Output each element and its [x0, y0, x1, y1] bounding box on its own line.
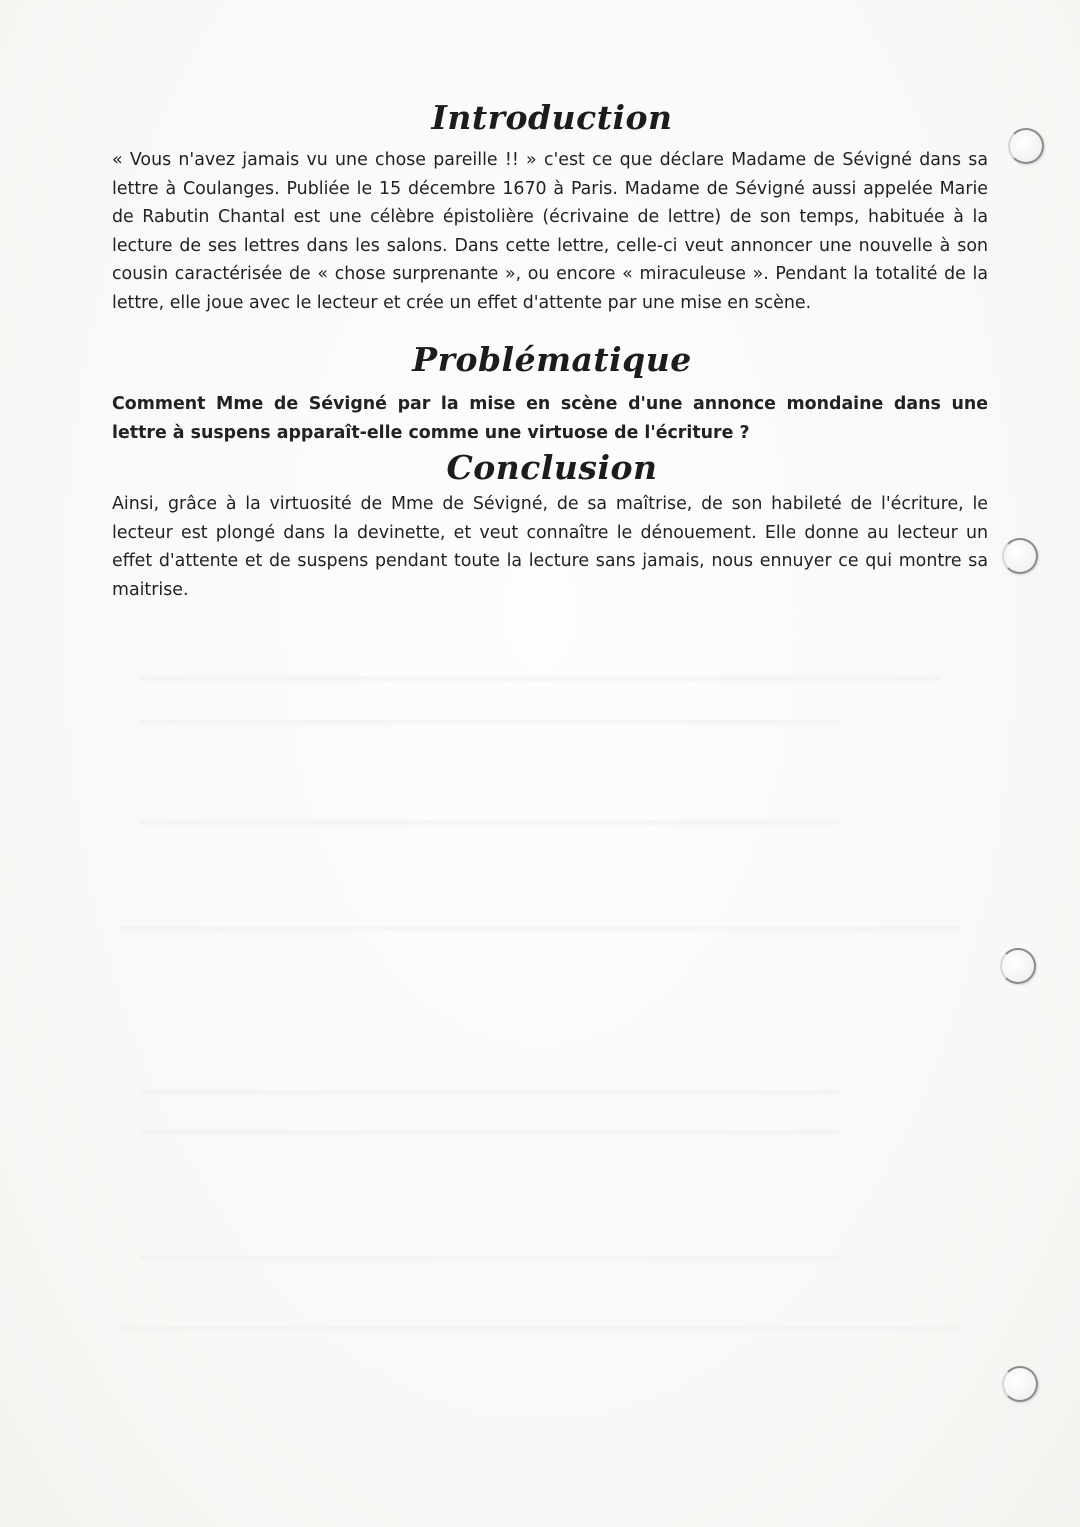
problematique-paragraph: Comment Mme de Sévigné par la mise en scène d'une annonce mondaine dans une lettre à suspens apparaît-elle comme une virtuose de l'écriture ? [112, 394, 988, 443]
show-through-mark [120, 1326, 960, 1331]
show-through-mark [140, 1130, 840, 1135]
conclusion-paragraph: Ainsi, grâce à la virtuosité de Mme de Sévigné, de sa maîtrise, de son habileté de l'écriture, le lecteur est plongé dans la devinette, et veut connaître le dénouement. Elle donne au lecteur un effet d'attente et de suspens pendant toute la lecture sans jamais, nous ennuyer ce qui montre sa maitrise. [112, 494, 988, 600]
introduction-heading: Introduction [431, 98, 673, 137]
show-through-mark [140, 820, 840, 825]
show-through-mark [140, 1090, 840, 1095]
punch-hole [1000, 948, 1036, 984]
punch-hole [1002, 538, 1038, 574]
conclusion-heading: Conclusion [446, 448, 658, 487]
punch-hole [1008, 128, 1044, 164]
show-through-mark [140, 676, 940, 681]
show-through-mark [140, 1256, 840, 1261]
problematique-heading: Problématique [412, 340, 692, 379]
show-through-mark [140, 720, 840, 725]
show-through-mark [120, 926, 960, 931]
introduction-paragraph: « Vous n'avez jamais vu une chose pareille !! » c'est ce que déclare Madame de Sévigné dans sa lettre à Coulanges. Publiée le 15 décembre 1670 à Paris. Madame de Sévigné aussi appelée Marie de Rabutin Chantal est une célèbre épistolière (écrivaine de lettre) de son temps, habituée à la lecture de ses lettres dans les salons. Dans cette lettre, celle-ci veut annoncer une nouvelle à son cousin caractérisée de « chose surprenante », ou encore « miraculeuse ». Pendant la totalité de la lettre, elle joue avec le lecteur et crée un effet d'attente par une mise en scène. [112, 150, 988, 313]
punch-hole [1002, 1366, 1038, 1402]
